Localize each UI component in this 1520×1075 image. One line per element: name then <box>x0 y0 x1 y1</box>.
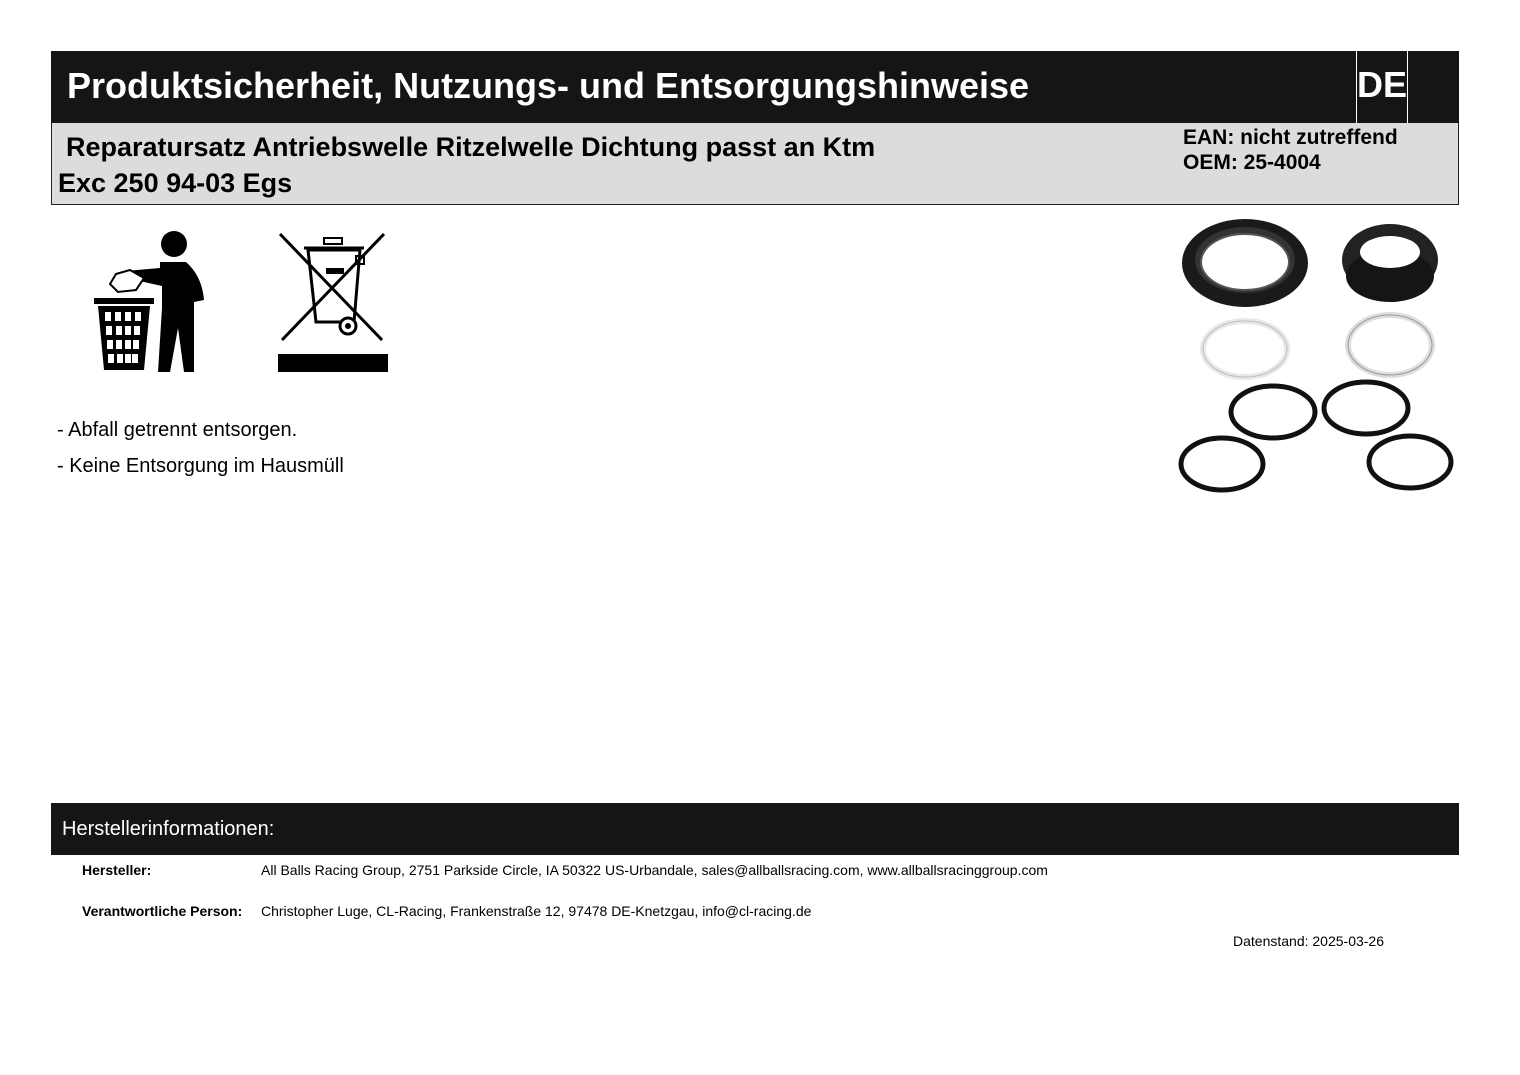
litter-bin-person-icon <box>90 228 210 376</box>
ean-code: EAN: nicht zutreffend <box>1183 126 1398 149</box>
product-name <box>58 129 918 201</box>
page-title: Produktsicherheit, Nutzungs- und Entsorgungshinweise <box>67 65 1030 106</box>
disposal-pictograms <box>90 228 390 376</box>
language-badge: DE <box>1356 51 1408 123</box>
manufacturer-info-bar <box>51 803 1459 855</box>
title-bar <box>51 51 1459 123</box>
manufacturer-value: All Balls Racing Group, 2751 Parkside Circle, IA 50322 US-Urbandale, sales@allballsracing.com, www.allballsracinggroup.com <box>261 862 1048 878</box>
responsible-person-value: Christopher Luge, CL-Racing, Frankenstraße 12, 97478 DE-Knetzgau, info@cl-racing.de <box>261 903 812 919</box>
disposal-notes <box>57 412 344 484</box>
manufacturer-label: Hersteller: <box>82 862 152 878</box>
product-codes <box>1183 125 1398 175</box>
disposal-note-household: - Keine Entsorgung im Hausmüll <box>57 455 344 477</box>
oem-code: OEM: 25-4004 <box>1183 151 1321 174</box>
disposal-note-separate: - Abfall getrennt entsorgen. <box>57 419 298 441</box>
product-name-line2: Exc 250 94-03 Egs <box>58 168 293 198</box>
manufacturer-section-title: Herstellerinformationen: <box>62 818 275 840</box>
data-date: Datenstand: 2025-03-26 <box>1233 933 1384 949</box>
product-info-bar <box>51 123 1459 205</box>
crossed-out-wheelie-bin-icon <box>278 228 390 374</box>
responsible-person-label: Verantwortliche Person: <box>82 903 243 919</box>
product-image <box>1172 210 1460 500</box>
product-name-line1: Reparatursatz Antriebswelle Ritzelwelle Dichtung passt an Ktm <box>66 132 876 162</box>
